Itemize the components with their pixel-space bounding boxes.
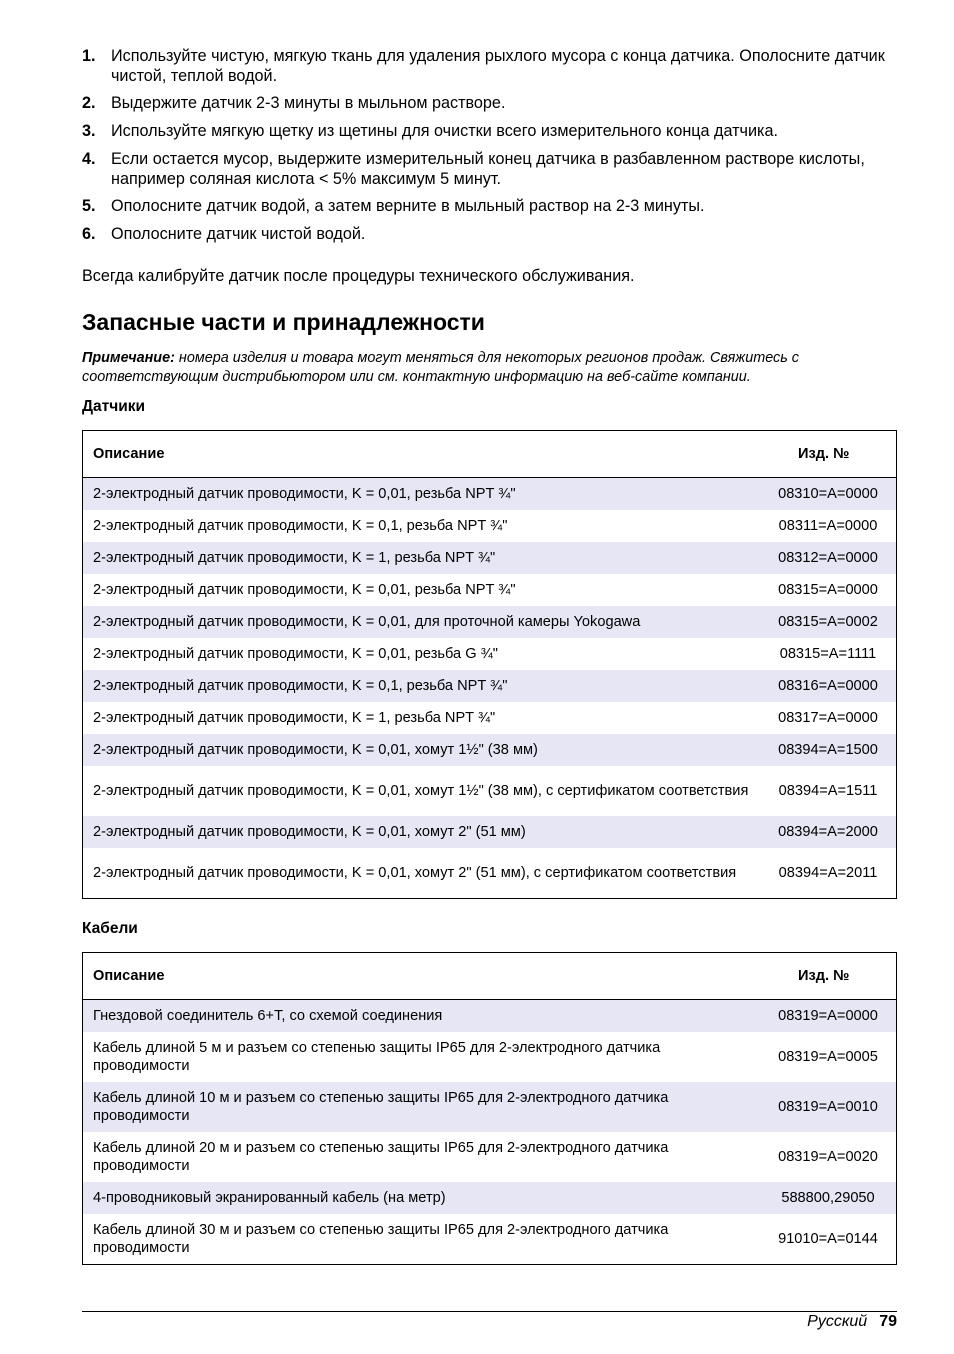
table-row [83, 1000, 897, 1033]
section-title: Запасные части и принадлежности [82, 309, 485, 335]
row-description: 2-электродный датчик проводимости, K = 0,01, резьба G ¾" [93, 646, 498, 662]
row-part-number: 588800,29050 [760, 1182, 897, 1214]
note-label: Примечание: [82, 350, 175, 366]
sensors-table [82, 430, 897, 899]
table-row [83, 1132, 897, 1182]
row-description: Кабель длиной 10 м и разъем со степенью защиты IP65 для 2-электродного датчика проводимости [83, 1082, 761, 1132]
table-row [83, 702, 897, 734]
step-text: Ополосните датчик водой, а затем верните в мыльный раствор на 2-3 минуты. [111, 197, 705, 215]
table-row [83, 638, 897, 670]
row-description: 2-электродный датчик проводимости, K = 1, резьба NPT ¾" [93, 710, 496, 726]
row-part-number: 08315=A=0000 [778, 582, 878, 598]
row-part-number: 08319=A=0005 [778, 1049, 878, 1065]
step-item [82, 93, 897, 113]
table-header-row [83, 953, 897, 1000]
step-item [82, 46, 897, 86]
row-description: 2-электродный датчик проводимости, K = 0,01, для проточной камеры Yokogawa [83, 606, 761, 638]
row-part-number: 08315=A=0002 [760, 606, 897, 638]
table-row [83, 1032, 897, 1082]
note-paragraph [82, 349, 897, 386]
footer-language: Русский [807, 1313, 868, 1330]
column-header-part-number: Изд. № [760, 431, 897, 478]
table-row [83, 478, 897, 511]
table-row [83, 1214, 897, 1265]
step-text: Используйте мягкую щетку из щетины для очистки всего измерительного конца датчика. [111, 122, 778, 140]
table-header-row [83, 431, 897, 478]
row-part-number: 08319=A=0010 [760, 1082, 897, 1132]
footer-divider [82, 1311, 897, 1312]
maintenance-steps [82, 46, 897, 252]
row-part-number: 08310=A=0000 [760, 478, 897, 511]
note-text: номера изделия и товара могут меняться для некоторых регионов продаж. Свяжитесь с соответствующим дистрибьютором или см. контактную информацию на веб-сайте компании. [82, 350, 799, 385]
row-description: Кабель длиной 30 м и разъем со степенью защиты IP65 для 2-электродного датчика проводимости [93, 1222, 669, 1256]
step-number: 6. [82, 225, 96, 243]
table-row [83, 1082, 897, 1132]
step-text: Если остается мусор, выдержите измерительный конец датчика в разбавленном растворе кислоты, например соляная кислота < 5% максимум 5 минут. [111, 150, 865, 188]
row-part-number: 08312=A=0000 [760, 542, 897, 574]
table-row [83, 542, 897, 574]
column-header-description: Описание [83, 953, 761, 1000]
column-header-part-number: Изд. № [760, 953, 897, 1000]
row-description: 2-электродный датчик проводимости, K = 1, резьба NPT ¾" [83, 542, 761, 574]
step-item [82, 196, 897, 216]
table-row [83, 670, 897, 702]
page-footer [807, 1311, 897, 1333]
step-number: 4. [82, 150, 96, 168]
row-description: 4-проводниковый экранированный кабель (на метр) [83, 1182, 761, 1214]
row-part-number: 08315=A=1111 [779, 646, 877, 662]
row-part-number: 08317=A=0000 [778, 710, 878, 726]
row-description: 2-электродный датчик проводимости, K = 0,01, хомут 1½" (38 мм), с сертификатом соответствия [93, 783, 749, 799]
row-description: 2-электродный датчик проводимости, K = 0,01, хомут 2" (51 мм) [83, 816, 761, 848]
row-description: 2-электродный датчик проводимости, K = 0,01, хомут 1½" (38 мм) [83, 734, 761, 766]
row-description: 2-электродный датчик проводимости, K = 0,1, резьба NPT ¾" [83, 670, 761, 702]
step-number: 1. [82, 47, 96, 65]
row-part-number: 08394=A=2000 [760, 816, 897, 848]
table-row [83, 606, 897, 638]
table-row [83, 1182, 897, 1214]
step-number: 5. [82, 197, 96, 215]
row-part-number: 08311=A=0000 [778, 518, 878, 534]
row-part-number: 08394=A=1511 [778, 783, 878, 799]
step-text: Выдержите датчик 2-3 минуты в мыльном растворе. [111, 94, 506, 112]
page-number: 79 [879, 1313, 897, 1330]
row-description: 2-электродный датчик проводимости, K = 0,01, хомут 2" (51 мм), с сертификатом соответствия [93, 865, 737, 881]
row-part-number: 08319=A=0020 [778, 1149, 878, 1165]
step-text: Ополосните датчик чистой водой. [111, 225, 366, 243]
table-row [83, 766, 897, 816]
table-row [83, 734, 897, 766]
table-row [83, 848, 897, 899]
step-number: 3. [82, 122, 96, 140]
step-item [82, 149, 897, 189]
row-description: Кабель длиной 20 м и разъем со степенью защиты IP65 для 2-электродного датчика проводимости [93, 1140, 669, 1174]
cables-heading: Кабели [82, 920, 138, 937]
calibration-note: Всегда калибруйте датчик после процедуры технического обслуживания. [82, 267, 635, 285]
row-part-number: 08394=A=2011 [778, 865, 878, 881]
column-header-description: Описание [83, 431, 761, 478]
row-part-number: 08319=A=0000 [760, 1000, 897, 1033]
step-item [82, 121, 897, 141]
row-description: Кабель длиной 5 м и разъем со степенью защиты IP65 для 2-электродного датчика проводимости [93, 1040, 661, 1074]
step-text: Используйте чистую, мягкую ткань для удаления рыхлого мусора с конца датчика. Ополосните датчик чистой, теплой водой. [111, 47, 885, 85]
row-description: Гнездовой соединитель 6+T, со схемой соединения [83, 1000, 761, 1033]
step-number: 2. [82, 94, 96, 112]
table-row [83, 574, 897, 606]
table-row [83, 816, 897, 848]
row-part-number: 08394=A=1500 [760, 734, 897, 766]
cables-table [82, 952, 897, 1265]
row-description: 2-электродный датчик проводимости, K = 0,01, резьба NPT ¾" [83, 478, 761, 511]
row-part-number: 08316=A=0000 [760, 670, 897, 702]
step-item [82, 224, 897, 244]
row-part-number: 91010=A=0144 [778, 1231, 878, 1247]
row-description: 2-электродный датчик проводимости, K = 0,1, резьба NPT ¾" [93, 518, 508, 534]
row-description: 2-электродный датчик проводимости, K = 0,01, резьба NPT ¾" [93, 582, 516, 598]
table-row [83, 510, 897, 542]
sensors-heading: Датчики [82, 398, 146, 415]
